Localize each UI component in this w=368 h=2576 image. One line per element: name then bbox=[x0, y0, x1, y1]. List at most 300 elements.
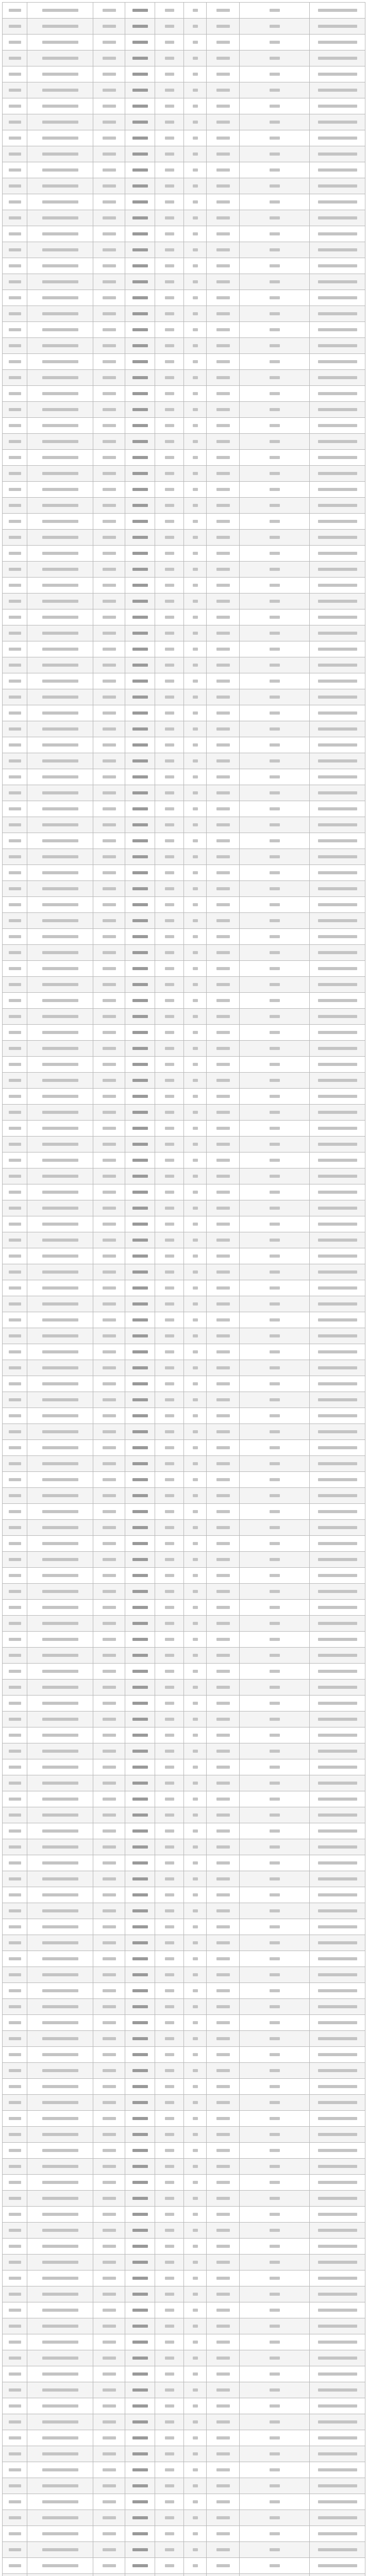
table-cell bbox=[93, 1727, 125, 1743]
illegible-text-placeholder bbox=[318, 1814, 357, 1817]
illegible-text-placeholder bbox=[318, 2293, 357, 2296]
table-cell bbox=[207, 1664, 240, 1680]
table-cell bbox=[155, 2382, 184, 2398]
illegible-text-placeholder bbox=[165, 2325, 174, 2328]
table-cell bbox=[27, 1184, 93, 1200]
illegible-text-placeholder bbox=[270, 775, 280, 778]
illegible-text-placeholder bbox=[216, 1334, 230, 1337]
table-cell bbox=[310, 1935, 365, 1951]
table-row bbox=[3, 114, 365, 130]
table-cell bbox=[184, 1248, 207, 1264]
table-cell bbox=[3, 1073, 27, 1089]
illegible-text-placeholder bbox=[103, 1766, 116, 1769]
table-cell bbox=[310, 721, 365, 737]
table-cell bbox=[125, 1408, 155, 1424]
table-cell bbox=[93, 434, 125, 450]
table-cell bbox=[207, 274, 240, 290]
illegible-text-placeholder bbox=[270, 2357, 280, 2360]
table-row bbox=[3, 1488, 365, 1504]
illegible-text-placeholder bbox=[9, 1638, 21, 1641]
table-cell bbox=[155, 817, 184, 833]
illegible-text-placeholder bbox=[165, 248, 174, 251]
table-row bbox=[3, 1680, 365, 1696]
table-cell bbox=[155, 993, 184, 1009]
illegible-text-placeholder bbox=[103, 919, 116, 922]
table-cell bbox=[125, 98, 155, 114]
illegible-text-placeholder bbox=[103, 41, 116, 44]
illegible-text-placeholder bbox=[165, 1861, 174, 1865]
table-cell bbox=[310, 1696, 365, 1711]
illegible-text-placeholder bbox=[216, 1047, 230, 1050]
illegible-text-placeholder bbox=[216, 2341, 230, 2344]
table-row bbox=[3, 1248, 365, 1264]
illegible-text-placeholder bbox=[132, 2213, 148, 2216]
illegible-text-placeholder bbox=[103, 1462, 116, 1465]
illegible-text-placeholder bbox=[42, 2117, 78, 2120]
table-cell bbox=[240, 514, 310, 530]
table-cell bbox=[310, 114, 365, 130]
table-cell bbox=[3, 1344, 27, 1360]
illegible-text-placeholder bbox=[132, 2005, 148, 2008]
illegible-text-placeholder bbox=[318, 2229, 357, 2232]
illegible-text-placeholder bbox=[165, 2548, 174, 2551]
illegible-text-placeholder bbox=[216, 2468, 230, 2471]
illegible-text-placeholder bbox=[193, 488, 198, 491]
table-cell bbox=[310, 1168, 365, 1184]
table-cell bbox=[27, 2526, 93, 2542]
table-cell bbox=[3, 1296, 27, 1312]
illegible-text-placeholder bbox=[103, 775, 116, 778]
table-cell bbox=[125, 3, 155, 19]
illegible-text-placeholder bbox=[216, 775, 230, 778]
illegible-text-placeholder bbox=[42, 2436, 78, 2439]
illegible-text-placeholder bbox=[318, 1654, 357, 1657]
table-cell bbox=[125, 1871, 155, 1887]
table-cell bbox=[240, 2063, 310, 2079]
table-row bbox=[3, 2175, 365, 2191]
illegible-text-placeholder bbox=[318, 2309, 357, 2312]
illegible-text-placeholder bbox=[193, 711, 198, 715]
table-cell bbox=[155, 1296, 184, 1312]
illegible-text-placeholder bbox=[9, 919, 21, 922]
table-cell bbox=[310, 258, 365, 274]
table-cell bbox=[310, 753, 365, 769]
illegible-text-placeholder bbox=[216, 1750, 230, 1753]
illegible-text-placeholder bbox=[165, 711, 174, 715]
table-cell bbox=[93, 1153, 125, 1168]
table-cell bbox=[240, 913, 310, 929]
illegible-text-placeholder bbox=[216, 2309, 230, 2312]
table-cell bbox=[310, 306, 365, 322]
table-cell bbox=[155, 338, 184, 354]
illegible-text-placeholder bbox=[318, 472, 357, 475]
illegible-text-placeholder bbox=[42, 616, 78, 619]
illegible-text-placeholder bbox=[165, 488, 174, 491]
illegible-text-placeholder bbox=[165, 1430, 174, 1433]
table-cell bbox=[3, 1887, 27, 1903]
illegible-text-placeholder bbox=[103, 743, 116, 747]
table-row bbox=[3, 1775, 365, 1791]
table-cell bbox=[155, 498, 184, 514]
table-cell bbox=[310, 1360, 365, 1376]
table-cell bbox=[125, 258, 155, 274]
table-cell bbox=[207, 1137, 240, 1153]
table-cell bbox=[310, 2430, 365, 2446]
illegible-text-placeholder bbox=[42, 1270, 78, 1274]
table-cell bbox=[27, 1424, 93, 1440]
table-cell bbox=[155, 1504, 184, 1520]
illegible-text-placeholder bbox=[165, 2037, 174, 2040]
table-cell bbox=[27, 322, 93, 338]
table-cell bbox=[207, 1999, 240, 2015]
table-cell bbox=[93, 66, 125, 82]
illegible-text-placeholder bbox=[216, 2325, 230, 2328]
table-cell bbox=[310, 689, 365, 705]
table-cell bbox=[240, 466, 310, 482]
table-cell bbox=[240, 2494, 310, 2510]
table-cell bbox=[310, 881, 365, 897]
illegible-text-placeholder bbox=[42, 376, 78, 379]
table-cell bbox=[93, 2207, 125, 2223]
illegible-text-placeholder bbox=[103, 488, 116, 491]
illegible-text-placeholder bbox=[165, 903, 174, 906]
table-cell bbox=[310, 1057, 365, 1073]
table-cell bbox=[310, 1791, 365, 1807]
illegible-text-placeholder bbox=[9, 1143, 21, 1146]
illegible-text-placeholder bbox=[103, 168, 116, 172]
table-cell bbox=[27, 1137, 93, 1153]
table-cell bbox=[125, 2558, 155, 2574]
illegible-text-placeholder bbox=[193, 1989, 198, 1992]
table-cell bbox=[310, 1680, 365, 1696]
table-cell bbox=[207, 625, 240, 641]
table-cell bbox=[310, 625, 365, 641]
illegible-text-placeholder bbox=[216, 1782, 230, 1785]
table-cell bbox=[184, 114, 207, 130]
illegible-text-placeholder bbox=[216, 2021, 230, 2024]
table-cell bbox=[125, 1041, 155, 1057]
table-cell bbox=[310, 2542, 365, 2558]
table-cell bbox=[155, 2334, 184, 2350]
illegible-text-placeholder bbox=[165, 2452, 174, 2455]
illegible-text-placeholder bbox=[193, 903, 198, 906]
table-cell bbox=[125, 402, 155, 418]
table-cell bbox=[184, 977, 207, 993]
illegible-text-placeholder bbox=[9, 1973, 21, 1976]
illegible-text-placeholder bbox=[42, 41, 78, 44]
illegible-text-placeholder bbox=[270, 2005, 280, 2008]
illegible-text-placeholder bbox=[42, 2229, 78, 2232]
illegible-text-placeholder bbox=[132, 1350, 148, 1353]
illegible-text-placeholder bbox=[270, 1542, 280, 1545]
illegible-text-placeholder bbox=[270, 328, 280, 331]
table-cell bbox=[3, 2430, 27, 2446]
illegible-text-placeholder bbox=[193, 2181, 198, 2184]
table-cell bbox=[207, 290, 240, 306]
table-cell bbox=[27, 1360, 93, 1376]
illegible-text-placeholder bbox=[318, 9, 357, 12]
illegible-text-placeholder bbox=[42, 1462, 78, 1465]
table-cell bbox=[155, 50, 184, 66]
table-cell bbox=[155, 785, 184, 801]
illegible-text-placeholder bbox=[165, 1494, 174, 1497]
illegible-text-placeholder bbox=[132, 1925, 148, 1928]
illegible-text-placeholder bbox=[9, 2564, 21, 2567]
table-cell bbox=[125, 705, 155, 721]
illegible-text-placeholder bbox=[318, 680, 357, 683]
illegible-text-placeholder bbox=[318, 1941, 357, 1944]
table-cell bbox=[207, 2223, 240, 2239]
table-row bbox=[3, 434, 365, 450]
table-cell bbox=[93, 194, 125, 210]
illegible-text-placeholder bbox=[165, 344, 174, 347]
table-cell bbox=[3, 1727, 27, 1743]
table-cell bbox=[184, 881, 207, 897]
illegible-text-placeholder bbox=[132, 121, 148, 124]
table-row bbox=[3, 1536, 365, 1552]
table-cell bbox=[207, 977, 240, 993]
table-cell bbox=[184, 562, 207, 578]
table-row bbox=[3, 1456, 365, 1472]
illegible-text-placeholder bbox=[42, 2516, 78, 2519]
table-cell bbox=[125, 1919, 155, 1935]
illegible-text-placeholder bbox=[9, 121, 21, 124]
table-cell bbox=[27, 546, 93, 562]
table-cell bbox=[3, 1967, 27, 1983]
table-cell bbox=[27, 945, 93, 961]
illegible-text-placeholder bbox=[216, 2197, 230, 2200]
illegible-text-placeholder bbox=[165, 2165, 174, 2168]
table-cell bbox=[310, 2558, 365, 2574]
table-cell bbox=[184, 929, 207, 945]
illegible-text-placeholder bbox=[42, 1670, 78, 1673]
table-cell bbox=[3, 2223, 27, 2239]
table-cell bbox=[3, 913, 27, 929]
illegible-text-placeholder bbox=[132, 1334, 148, 1337]
illegible-text-placeholder bbox=[103, 791, 116, 794]
illegible-text-placeholder bbox=[193, 664, 198, 667]
illegible-text-placeholder bbox=[193, 264, 198, 267]
table-cell bbox=[27, 833, 93, 849]
table-cell bbox=[27, 1839, 93, 1855]
table-cell bbox=[155, 2207, 184, 2223]
table-cell bbox=[240, 1392, 310, 1408]
table-row bbox=[3, 1440, 365, 1456]
illegible-text-placeholder bbox=[103, 1430, 116, 1433]
table-cell bbox=[310, 2079, 365, 2095]
illegible-text-placeholder bbox=[165, 216, 174, 219]
illegible-text-placeholder bbox=[318, 376, 357, 379]
table-cell bbox=[184, 418, 207, 434]
illegible-text-placeholder bbox=[216, 568, 230, 571]
table-cell bbox=[93, 2111, 125, 2127]
table-cell bbox=[155, 2302, 184, 2318]
table-cell bbox=[27, 1871, 93, 1887]
illegible-text-placeholder bbox=[42, 711, 78, 715]
illegible-text-placeholder bbox=[132, 25, 148, 28]
table-cell bbox=[3, 2302, 27, 2318]
illegible-text-placeholder bbox=[193, 1718, 198, 1721]
table-cell bbox=[27, 2047, 93, 2063]
table-row bbox=[3, 1584, 365, 1600]
table-cell bbox=[240, 1073, 310, 1089]
table-cell bbox=[125, 689, 155, 705]
illegible-text-placeholder bbox=[9, 1111, 21, 1114]
illegible-text-placeholder bbox=[42, 1478, 78, 1481]
table-cell bbox=[155, 1584, 184, 1600]
table-cell bbox=[184, 1456, 207, 1472]
illegible-text-placeholder bbox=[318, 504, 357, 507]
table-cell bbox=[93, 1009, 125, 1025]
illegible-text-placeholder bbox=[165, 855, 174, 858]
table-cell bbox=[93, 546, 125, 562]
illegible-text-placeholder bbox=[103, 999, 116, 1002]
table-cell bbox=[125, 1488, 155, 1504]
illegible-text-placeholder bbox=[318, 1302, 357, 1306]
table-cell bbox=[155, 1216, 184, 1232]
illegible-text-placeholder bbox=[193, 2101, 198, 2104]
illegible-text-placeholder bbox=[9, 2293, 21, 2296]
table-cell bbox=[207, 2542, 240, 2558]
illegible-text-placeholder bbox=[165, 648, 174, 651]
illegible-text-placeholder bbox=[103, 2404, 116, 2408]
illegible-text-placeholder bbox=[270, 807, 280, 810]
illegible-text-placeholder bbox=[318, 1223, 357, 1226]
illegible-text-placeholder bbox=[193, 568, 198, 571]
table-cell bbox=[310, 418, 365, 434]
table-cell bbox=[3, 1328, 27, 1344]
illegible-text-placeholder bbox=[318, 2053, 357, 2056]
table-cell bbox=[125, 849, 155, 865]
table-cell bbox=[125, 1568, 155, 1584]
table-cell bbox=[207, 3, 240, 19]
table-cell bbox=[207, 594, 240, 609]
table-cell bbox=[184, 1584, 207, 1600]
table-cell bbox=[93, 1967, 125, 1983]
illegible-text-placeholder bbox=[9, 2325, 21, 2328]
illegible-text-placeholder bbox=[42, 200, 78, 204]
table-cell bbox=[3, 1584, 27, 1600]
illegible-text-placeholder bbox=[9, 1286, 21, 1290]
illegible-text-placeholder bbox=[270, 2213, 280, 2216]
table-cell bbox=[27, 1264, 93, 1280]
illegible-text-placeholder bbox=[216, 89, 230, 92]
table-row bbox=[3, 2510, 365, 2526]
table-cell bbox=[27, 2350, 93, 2366]
table-cell bbox=[3, 1775, 27, 1791]
table-cell bbox=[184, 1711, 207, 1727]
illegible-text-placeholder bbox=[318, 2548, 357, 2551]
table-cell bbox=[207, 2095, 240, 2111]
illegible-text-placeholder bbox=[9, 696, 21, 699]
table-cell bbox=[240, 1456, 310, 1472]
table-row bbox=[3, 418, 365, 434]
table-cell bbox=[207, 1711, 240, 1727]
illegible-text-placeholder bbox=[216, 2053, 230, 2056]
illegible-text-placeholder bbox=[216, 1015, 230, 1018]
illegible-text-placeholder bbox=[193, 73, 198, 76]
illegible-text-placeholder bbox=[216, 2404, 230, 2408]
illegible-text-placeholder bbox=[132, 2388, 148, 2392]
table-cell bbox=[310, 641, 365, 657]
table-cell bbox=[125, 1184, 155, 1200]
illegible-text-placeholder bbox=[9, 2372, 21, 2376]
illegible-text-placeholder bbox=[216, 536, 230, 539]
illegible-text-placeholder bbox=[193, 248, 198, 251]
illegible-text-placeholder bbox=[9, 328, 21, 331]
illegible-text-placeholder bbox=[165, 2468, 174, 2471]
table-cell bbox=[27, 913, 93, 929]
illegible-text-placeholder bbox=[42, 1334, 78, 1337]
illegible-text-placeholder bbox=[103, 2181, 116, 2184]
table-cell bbox=[207, 434, 240, 450]
table-cell bbox=[93, 1200, 125, 1216]
illegible-text-placeholder bbox=[165, 73, 174, 76]
illegible-text-placeholder bbox=[9, 2085, 21, 2088]
illegible-text-placeholder bbox=[270, 584, 280, 587]
illegible-text-placeholder bbox=[193, 1334, 198, 1337]
illegible-text-placeholder bbox=[318, 1702, 357, 1705]
table-cell bbox=[155, 146, 184, 162]
table-cell bbox=[240, 753, 310, 769]
illegible-text-placeholder bbox=[9, 1766, 21, 1769]
illegible-text-placeholder bbox=[9, 1829, 21, 1833]
table-cell bbox=[93, 530, 125, 546]
table-cell bbox=[155, 2574, 184, 2576]
illegible-text-placeholder bbox=[132, 1031, 148, 1034]
table-cell bbox=[3, 354, 27, 370]
illegible-text-placeholder bbox=[270, 456, 280, 459]
table-cell bbox=[155, 833, 184, 849]
table-cell bbox=[310, 178, 365, 194]
illegible-text-placeholder bbox=[216, 1095, 230, 1098]
table-cell bbox=[27, 1584, 93, 1600]
illegible-text-placeholder bbox=[9, 1398, 21, 1401]
table-cell bbox=[310, 897, 365, 913]
illegible-text-placeholder bbox=[42, 472, 78, 475]
table-cell bbox=[240, 1137, 310, 1153]
illegible-text-placeholder bbox=[9, 392, 21, 395]
illegible-text-placeholder bbox=[132, 1941, 148, 1944]
illegible-text-placeholder bbox=[165, 1542, 174, 1545]
illegible-text-placeholder bbox=[193, 2165, 198, 2168]
table-cell bbox=[240, 1727, 310, 1743]
table-cell bbox=[155, 1999, 184, 2015]
table-cell bbox=[310, 242, 365, 258]
illegible-text-placeholder bbox=[42, 951, 78, 954]
table-row bbox=[3, 2270, 365, 2286]
table-cell bbox=[3, 2095, 27, 2111]
table-cell bbox=[27, 2302, 93, 2318]
illegible-text-placeholder bbox=[216, 168, 230, 172]
illegible-text-placeholder bbox=[42, 2213, 78, 2216]
illegible-text-placeholder bbox=[193, 2085, 198, 2088]
illegible-text-placeholder bbox=[193, 1798, 198, 1801]
table-cell bbox=[155, 657, 184, 673]
table-cell bbox=[3, 1360, 27, 1376]
illegible-text-placeholder bbox=[103, 1750, 116, 1753]
illegible-text-placeholder bbox=[103, 1734, 116, 1737]
illegible-text-placeholder bbox=[270, 392, 280, 395]
table-cell bbox=[240, 130, 310, 146]
table-cell bbox=[27, 514, 93, 530]
illegible-text-placeholder bbox=[42, 1318, 78, 1321]
table-row bbox=[3, 1552, 365, 1568]
illegible-text-placeholder bbox=[318, 2325, 357, 2328]
illegible-text-placeholder bbox=[9, 1079, 21, 1082]
illegible-text-placeholder bbox=[42, 344, 78, 347]
illegible-text-placeholder bbox=[216, 1462, 230, 1465]
